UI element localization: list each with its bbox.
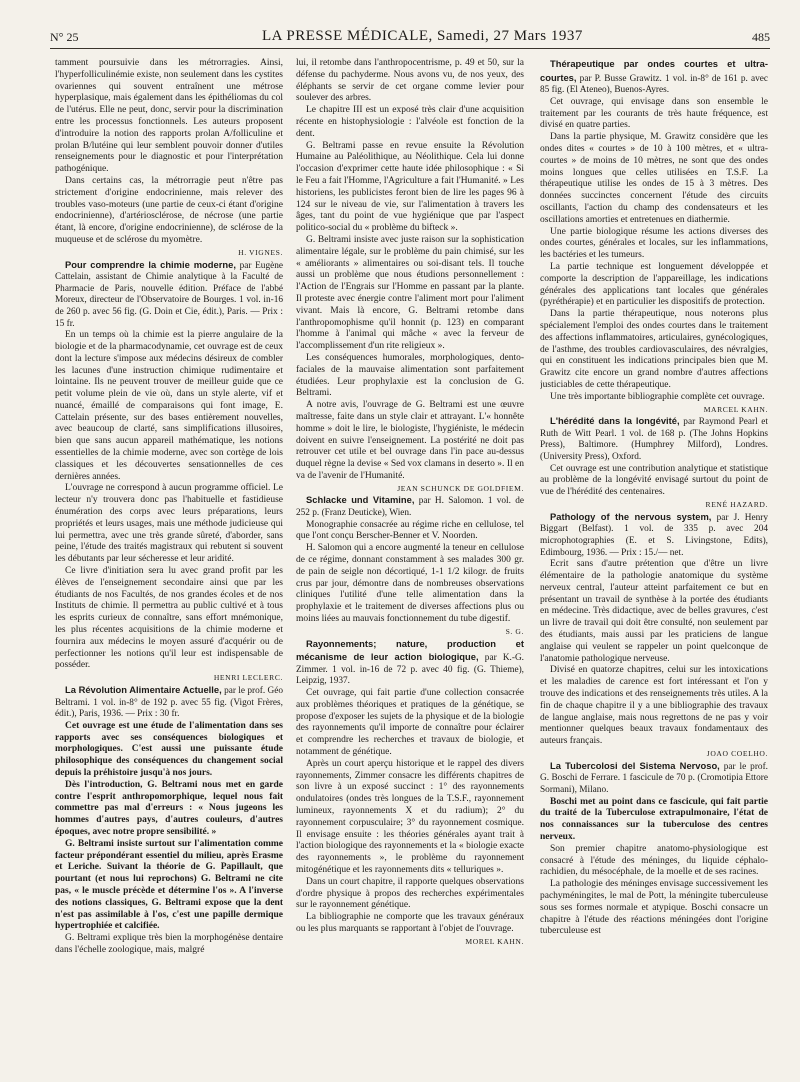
paragraph: Cet ouvrage est une contribution analytique et statistique au problème de la longévité envisagé surtout du point de vue de l'hérédité des centenaires. bbox=[540, 463, 768, 498]
reviewer-signature: MOREL KAHN. bbox=[465, 936, 524, 946]
paragraph: En un temps où la chimie est la pierre angulaire de la biologie et de la pharmacodynamie, cet ouvrage est de ceux dont la lecture s'impose aux médecins désireux de combler les lacunes d'une instruction chimique rudimentaire et lointaine. Ils ne peuvent trouver de meilleur guide que ce petit volume plein de vie où, dans un style alerte, vif et nuancé, émaillé de comparaisons qui font image, E. Cattelain présente, sur des bases entièrement nouvelles, avec beaucoup de clarté, sans simplifications illusoires, bien que sans aucun appareil mathématique, les notions essentielles de la chimie moderne, avec son cortège de lois classiques et les découvertes sensationnelles de ces dernières années. bbox=[55, 330, 283, 482]
book-title: Pour comprendre la chimie moderne, bbox=[65, 258, 236, 270]
paragraph: Dans la partie physique, M. Grawitz considère que les ondes dites « courtes » de 10 à 100 mètres, et « ultra-courtes » de moins de 10 mètres, ne sont que des ondes moins longues que celles utilisées en T.S.F. La thérapeutique utilise les ondes de 15 à 3 mètres. Des données succinctes concernent l'étude des circuits oscillants, l'action du champ des condensateurs et les oscillations amorties et entretenues en diathermie. bbox=[540, 132, 768, 225]
reviewer-signature: JOAO COELHO. bbox=[706, 748, 768, 758]
paragraph: La bibliographie ne comporte que les travaux généraux ou les plus marquants se rapportant à l'objet de l'ouvrage. bbox=[296, 912, 524, 934]
paragraph: Dès l'introduction, G. Beltrami nous met en garde contre l'esprit anthropomorphique, lequel nous fait commettre pas mal d'erreurs : « Nous jugeons les hommes d'autres pays, d'autres couleurs, d'autres époques, avec notre propre sensibilité. » bbox=[55, 779, 283, 837]
paragraph: Monographie consacrée au régime riche en cellulose, tel que l'ont conçu Berscher-Benner et V. Noorden. bbox=[296, 519, 524, 542]
reviewer-signature: RENÉ HAZARD. bbox=[705, 500, 768, 510]
header-rule bbox=[50, 48, 770, 49]
paragraph: L'ouvrage ne correspond à aucun programme officiel. Le lecteur n'y trouvera donc pas l'habituelle et fastidieuse énumération des corps avec leurs préparations, leurs propriétés et leurs usages, mais une méthode judicieuse qui lui permettra, avec une très grande sûreté, d'aborder, sans peine, l'étude des traités magistraux qui rebutent si souvent les débutants par leur sécheresse et leur aridité. bbox=[55, 483, 283, 565]
book-title: Pathology of the nervous system, bbox=[550, 510, 712, 522]
review-heading bbox=[296, 494, 524, 519]
review-heading bbox=[540, 415, 768, 463]
review-heading bbox=[55, 259, 283, 331]
book-meta: par Raymond Pearl et Ruth de Witt Pearl. 1 vol. de 168 p. (The Johns Hopkins Press), Baltimore. (Humphrey Milford), Londres. (University Press), Oxford. bbox=[540, 417, 768, 463]
book-title: L'hérédité dans la longévité, bbox=[550, 415, 680, 427]
paragraph: tamment poursuivie dans les métrorragies. Ainsi, l'hyperfolliculinémie existe, non seulement dans les cystites ovariennes qui souvent entraînent une métrose hyperplasique, mais également dans les épithéliomas du col de l'utérus. Elle ne peut, donc, servir pour la discrimination entre les processus fonctionnels. Les auteurs proposent d'introduire la notion des rapports prolan A/folliculine et prolan B/lutéine qui leur semblent pouvoir donner d'utiles renseignements pour le diagnostic et pour l'interprétation pathogénique. bbox=[55, 58, 283, 175]
paragraph: Ecrit sans d'autre prétention que d'être un livre élémentaire de la pathologie anatomique du système nerveux central, l'auteur atteint parfaitement ce but en présentant un travail de synthèse à la portée des étudiants en médecine. Très didactique, avec de belles gravures, c'est un livre de travail qui doit être consulté, non seulement par des étudiants, mais aussi par les praticiens de langue anglaise qui veulent se rappeler un point quelconque de l'anatomie pathologique nerveuse. bbox=[540, 559, 768, 664]
book-meta: par K.-G. Zimmer. 1 vol. in-16 de 72 p. avec 40 fig. (G. Thieme), Leipzig, 1937. bbox=[296, 653, 524, 687]
issue-number: N° 25 bbox=[50, 30, 79, 44]
book-meta: par H. Salomon. 1 vol. de 252 p. (Franz Deuticke), Wien. bbox=[296, 496, 524, 519]
paragraph: La partie technique est longuement développée et comporte la description de l'appareillage, les indications générales des applications tant locales que générales (pyréthérapie) et en particulier les dispositifs de protection. bbox=[540, 261, 768, 308]
paragraph: Cet ouvrage, qui fait partie d'une collection consacrée aux problèmes théoriques et pratiques de la génétique, se propose d'exposer les sujets de la physique et de la biologie des rayonnements qu'il importe de connaître pour éclairer et comprendre les recherches et travaux de biologie, et notamment de génétique. bbox=[296, 688, 524, 757]
book-title: La Révolution Alimentaire Actuelle, bbox=[65, 684, 222, 696]
paragraph: Une très importante bibliographie complète cet ouvrage. bbox=[550, 391, 765, 402]
column-2 bbox=[296, 58, 524, 1068]
review-heading bbox=[540, 760, 768, 797]
paragraph: Boschi met au point dans ce fascicule, qui fait partie du traité de la Tuberculose extrapulmonaire, l'état de nos connaissances sur la tuberculose des centres nerveux. bbox=[540, 796, 768, 842]
paragraph: Le chapitre III est un exposé très clair d'une acquisition récente en histophysiologie : l'alvéole est fonction de la dent. bbox=[296, 105, 524, 139]
book-meta: par le prof. G. Boschi de Ferrare. 1 fascicule de 70 p. (Cromotipia Ettore Sormani), Milano. bbox=[540, 761, 768, 795]
book-title: Schlacke und Vitamine, bbox=[306, 494, 415, 506]
column-3 bbox=[540, 58, 768, 1068]
book-title: Thérapeutique par ondes courtes et ultra-courtes, bbox=[540, 58, 768, 83]
book-meta: par P. Busse Grawitz. 1 vol. in-8° de 161 p. avec 85 fig. (El Ateneo), Buenos-Ayres. bbox=[540, 73, 768, 96]
reviewer-signature: H. VIGNES. bbox=[238, 247, 283, 257]
book-meta: par J. Henry Biggart (Belfast). 1 vol. de 335 p. avec 204 microphotographies (E. et S. Livingstone, Edits), Edimbourg, 1936. — Prix : 15./— net. bbox=[540, 512, 768, 558]
reviewer-signature: MARCEL KAHN. bbox=[703, 404, 768, 414]
review-heading bbox=[55, 684, 283, 721]
review-heading bbox=[540, 511, 768, 559]
paragraph: G. Beltrami insiste avec juste raison sur la sophistication alimentaire légale, sur le problème du pain chimisé, sur les « améliorants » alimentaires ou soi-disant tels. Il touche aussi un problème que nous étudions personnellement : l'Action de l'Engrais sur l'Homme en passant par la plante. Il proteste avec énergie contre l'aliment mort pour l'aliment vivant. Mais là encore, G. Beltrami retombe dans l'anthropomophisme qu'il honnit (p. 123) en comparant l'homme à l'animal qui mâche « avec la ferveur de l'accomplissement d'un rite religieux ». bbox=[296, 234, 524, 352]
review-heading bbox=[540, 58, 768, 97]
paragraph: Dans la partie thérapeutique, nous noterons plus spécialement l'emploi des ondes courtes dans le traitement des affections inflammatoires, articulaires, gynécologiques, de l'asthme, des troubles cardiovasculaires, des névralgies, qui en constituent les indications principales bien que M. Grawitz cite encore un grand nombre d'autres affections justiciables de cette thérapeutique. bbox=[540, 309, 768, 390]
paragraph: Dans certains cas, la métrorragie peut n'être pas strictement d'origine endocrinienne, mais relever des troubles vaso-moteurs (une partie de ceux-ci étant d'origine endocrinienne), d'artériosclérose, de nécrose (une partie étant, là encore, d'origine endocrinienne), de sclérose de la muqueuse et de sclérose du myomètre. bbox=[55, 175, 283, 245]
paragraph: Une partie biologique résume les actions diverses des ondes courtes, générales et locales, sur les inflammations, les bactéries et les tumeurs. bbox=[540, 226, 768, 261]
paragraph: A notre avis, l'ouvrage de G. Beltrami est une œuvre maîtresse, faite dans un style clair et attrayant. L'« honnête homme » doit le lire, le biologiste, l'hygiéniste, le médecin doivent en suivre l'enseignement. La postérité ne doit pas retrouver cet utile et bel ouvrage dans l'in pace au-dessus duquel règne la devise « Sed vox clamans in deserto ». Il en va de l'avenir de l'Humanité. bbox=[296, 400, 524, 481]
reviewer-signature: JEAN SCHUNCK DE GOLDFIEM. bbox=[397, 483, 524, 493]
paragraph: G. Beltrami passe en revue ensuite la Révolution Humaine au Paléolithique, au Néolithique. Cela lui donne l'occasion d'exprimer cette haute idée philosophique : « Si le Feu a fait l'Homme, l'Agriculture a fait l'Humanité. » Les historiens, les publicistes feront bien de lire les pages 96 à 124 sur le niveau de vie, sur l'alimentation à travers les âges, tant du point de vue hygiénique que par l'aspect politico-social du « problème du bifteck ». bbox=[296, 140, 524, 234]
paragraph: G. Beltrami explique très bien la morphogénèse dentaire dans l'échelle zoologique, mais, malgré bbox=[55, 933, 283, 955]
paragraph: G. Beltrami insiste surtout sur l'alimentation comme facteur prépondérant essentiel du milieu, après Erasme et Leriche. Suivant la théorie de G. Papillault, que pourtant (et nous lui reprochons) G. Beltrami ne cite pas, « le muscle précède et détermine l'os ». A l'inverse des notions classiques, G. Beltrami expose que la dent n'est pas assimilable à l'os, c'est une papille dermique hypertrophiée et calcifiée. bbox=[55, 838, 283, 932]
reviewer-signature: S. G. bbox=[505, 626, 524, 636]
paragraph: H. Salomon qui a encore augmenté la teneur en cellulose de ce régime, donnant constamment à ses malades 300 gr. de pain de seigle non décortiqué, 1-1 1/2 kilogr. de fruits crus par jour, démontre dans de nombreuses observations cliniques l'utilité d'une telle alimentation dans la prophylaxie et le traitement de diverses affections plus ou moins liées au mauvais fonctionnement du tube digestif. bbox=[296, 543, 524, 625]
column-1 bbox=[55, 58, 283, 1068]
paragraph: Ce livre d'initiation sera lu avec grand profit par les élèves de l'enseignement secondaire ainsi que par les étudiants de nos Facultés, de nos grandes écoles et de nos Instituts de chimie. Il permettra au public cultivé et à tous les esprits curieux de connaître, sans effort mnémonique, les plus récentes acquisitions de la chimie moderne et fournira aux médecins le moyen assuré d'acquérir ou de perfectionner les notions qu'il leur est indispensable de posséder. bbox=[55, 566, 283, 671]
paragraph: lui, il retombe dans l'anthropocentrisme, p. 49 et 50, sur la défense du pachyderme. Nous avons vu, de nos yeux, des éléphants se servir de cet organe comme levier pour soulever des arbres. bbox=[296, 58, 524, 104]
book-title: Rayonnements; nature, production et mécanisme de leur action biologique, bbox=[296, 637, 524, 663]
paragraph: Dans un court chapitre, il rapporte quelques observations d'ordre physique à propos des recherches expérimentales sur le rayonnement génétique. bbox=[296, 876, 524, 911]
book-meta: par le prof. Géo Beltrami. 1 vol. in-8° de 192 p. avec 55 fig. (Vigot Frères, édit.), Paris, 1936. — Prix : 30 fr. bbox=[55, 686, 283, 720]
page-number: 485 bbox=[752, 30, 770, 44]
paragraph: Cet ouvrage, qui envisage dans son ensemble le traitement par les courants de très haute fréquence, est divisé en quatre parties. bbox=[540, 96, 768, 131]
paragraph: Cet ouvrage est une étude de l'alimentation dans ses rapports avec ses conséquences biologiques et morphologiques. C'est aussi une puissante étude philosophique des conséquences du changement social depuis la préhistoire jusqu'à nos jours. bbox=[55, 720, 283, 778]
book-title: La Tubercolosi del Sistema Nervoso, bbox=[550, 759, 720, 771]
paragraph: Divisé en quatorze chapitres, celui sur les intoxications et les maladies de carence est fort intéressant et l'on y trouve des indications et des renseignements très utiles. A la fin de chaque chapitre il y a une bibliographie des travaux de langue anglaise, mais nous regrettons de ne pas y voir mentionner quelques beaux travaux fondamentaux des auteurs français. bbox=[540, 665, 768, 747]
book-meta: par Eugène Cattelain, assistant de Chimie analytique à la Faculté de Pharmacie de Paris, nouvelle édition. Préface de l'abbé Moreux, directeur de l'Observatoire de Bourges. 1 vol. in-16 de 260 p. avec 56 fig. (G. Doin et Cie, édit.), Paris. — Prix : 15 fr. bbox=[55, 260, 283, 329]
paragraph: La pathologie des méninges envisage successivement les pachyméningites, le mal de Pott, la méningite tuberculeuse sous ses formes normale et atypique. Boschi consacre un chapitre à l'étude des réactions méningées dont l'origine tuberculeuse est bbox=[540, 879, 768, 937]
page-header bbox=[50, 26, 770, 50]
paragraph: Les conséquences humorales, morphologiques, dento-faciales de la mauvaise alimentation sont parfaitement étudiées. Leur prophylaxie est la conclusion de G. Beltrami. bbox=[296, 352, 524, 399]
journal-title: LA PRESSE MÉDICALE, Samedi, 27 Mars 1937 bbox=[262, 28, 583, 44]
paragraph: Après un court aperçu historique et le rappel des divers rayonnements, Zimmer consacre les différents chapitres de son livre à un exposé succinct : 1° des rayonnements ondulatoires (ondes très longues de la T.S.F., rayonnement lumineux, rayonnements X et du radium); 2° du rayonnement corpusculaire; 3° du rayonnement cosmique. Il envisage ensuite : les théories générales ayant trait à l'action biologique des rayonnements et la « biologie exacte des rayonnements », le problème du rayonnement mitogénétique et les rayonnements dits « telluriques ». bbox=[296, 758, 524, 875]
reviewer-signature: HENRI LECLERC. bbox=[213, 673, 283, 683]
review-heading bbox=[296, 638, 524, 688]
paragraph: Son premier chapitre anatomo-physiologique est consacré à l'étude des méninges, du liquide céphalo-rachidien, du mésocéphale, de la moelle et de ses racines. bbox=[540, 843, 768, 878]
